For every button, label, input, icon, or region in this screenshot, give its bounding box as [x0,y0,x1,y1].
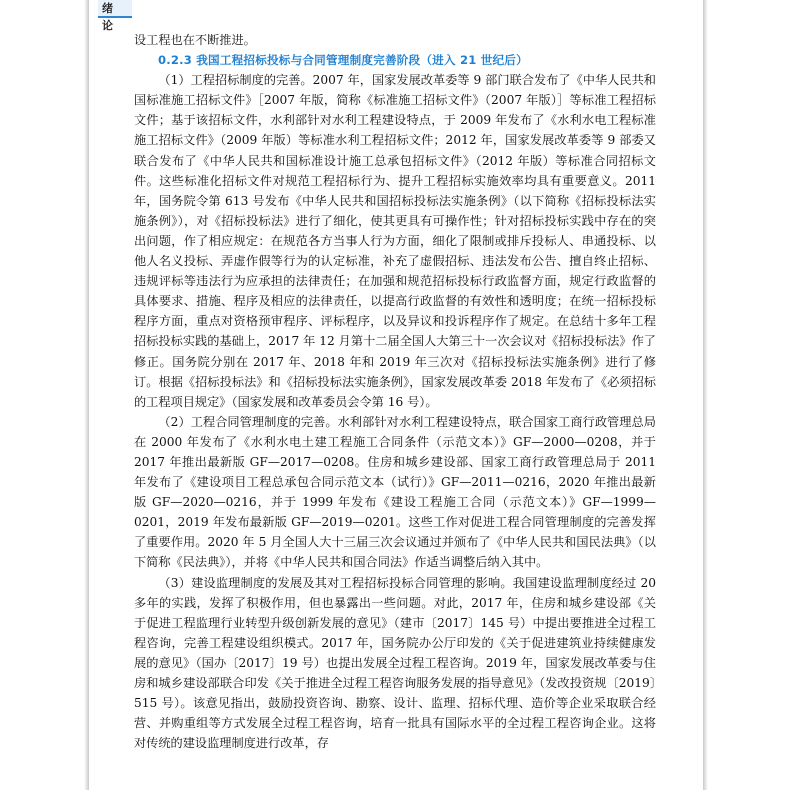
paragraph-1: （1）工程招标制度的完善。2007 年，国家发展改革委等 9 部门联合发布了《中华人民共和国标准施工招标文件》［2007 年版，简称《标准施工招标文件》（2007 年版）］等标准工程招标文件；基于该招标文件，水利部针对水利工程建设特点，于 2009 年发布了《水利水电工程标准施工招标文件》（2009 年版）等标准水利工程招标文件；2012 年，国家发展改革委等 9 部委又联合发布了《中华人民共和国标准设计施工总承包招标文件》（2012 年版）等标准合同招标文件。这些标准化招标文件对规范工程招标行为、提升工程招标实施效率均具有重要意义。2011 年，国务院令第 613 号发布《中华人民共和国招标投标法实施条例》（以下简称《招标投标法实施条例》），对《招标投标法》进行了细化，使其更具有可操作性；针对招标投标实践中存在的突出问题，作了相应规定：在规范各方当事人行为方面，细化了限制或排斥投标人、串通投标、以他人名义投标、弄虚作假等行为的认定标准，补充了虚假招标、违法发布公告、擅自终止招标、违规评标等违法行为应承担的法律责任；在加强和规范招标投标行政监督方面，规定行政监督的具体要求、措施、程序及相应的法律责任，以提高行政监督的有效性和透明度；在统一招标投标程序方面，重点对资格预审程序、评标程序，以及异议和投诉程序作了规定。在总结十多年工程招标投标实践的基础上，2017 年 12 月第十二届全国人大第三十一次会议对《招标投标法》作了修正。国务院分别在 2017 年、2018 年和 2019 年三次对《招标投标法实施条例》进行了修订。根据《招标投标法》和《招标投标法实施条例》，国家发展改革委 2018 年发布了《必须招标的工程项目规定》（国家发展和改革委员会令第 16 号）。 [134,73,656,409]
lead-line: 设工程也在不断推进。 [134,33,256,47]
page-shadow-right [704,0,708,790]
page-body [134,30,656,753]
running-head: 绪 论 [98,0,132,18]
section-heading: 0.2.3 我国工程招标投标与合同管理制度完善阶段（进入 21 世纪后） [158,53,528,68]
paragraph-2: （2）工程合同管理制度的完善。水利部针对水利工程建设特点，联合国家工商行政管理总局在 2000 年发布了《水利水电土建工程施工合同条件（示范文本）》GF—2000—0208，并于 2017 年推出最新版 GF—2017—0208。住房和城乡建设部、国家工商行政管理总局于 2011 年发布了《建设项目工程总承包合同示范文本（试行）》GF—2011—0216，2020 年推出最新版 GF—2020—0216，并于 1999 年发布《建设工程施工合同（示范文本）》GF—1999—0201，2019 年发布最新版 GF—2019—0201。这些工作对促进工程合同管理制度的完善发挥了重要作用。2020 年 5 月全国人大十三届三次会议通过并颁布了《中华人民共和国民法典》（以下简称《民法典》），并将《中华人民共和国合同法》作适当调整后纳入其中。 [134,414,656,570]
paragraph-3: （3）建设监理制度的发展及其对工程招标投标合同管理的影响。我国建设监理制度经过 20 多年的实践，发挥了积极作用，但也暴露出一些问题。对此，2017 年，住房和城乡建设部《关于促进工程监理行业转型升级创新发展的意见》（建市〔2017〕145 号）中提出要推进全过程工程咨询，完善工程建设组织模式。2017 年，国务院办公厅印发的《关于促进建筑业持续健康发展的意见》（国办〔2017〕19 号）也提出发展全过程工程咨询。2019 年，国家发展改革委与住房和城乡建设部联合印发《关于推进全过程工程咨询服务发展的指导意见》（发改投资规〔2019〕515 号）。该意见指出，鼓励投资咨询、勘察、设计、监理、招标代理、造价等企业采取联合经营、并购重组等方式发展全过程工程咨询，培育一批具有国际水平的全过程工程咨询企业。这将对传统的建设监理制度进行改革，存 [134,575,656,751]
